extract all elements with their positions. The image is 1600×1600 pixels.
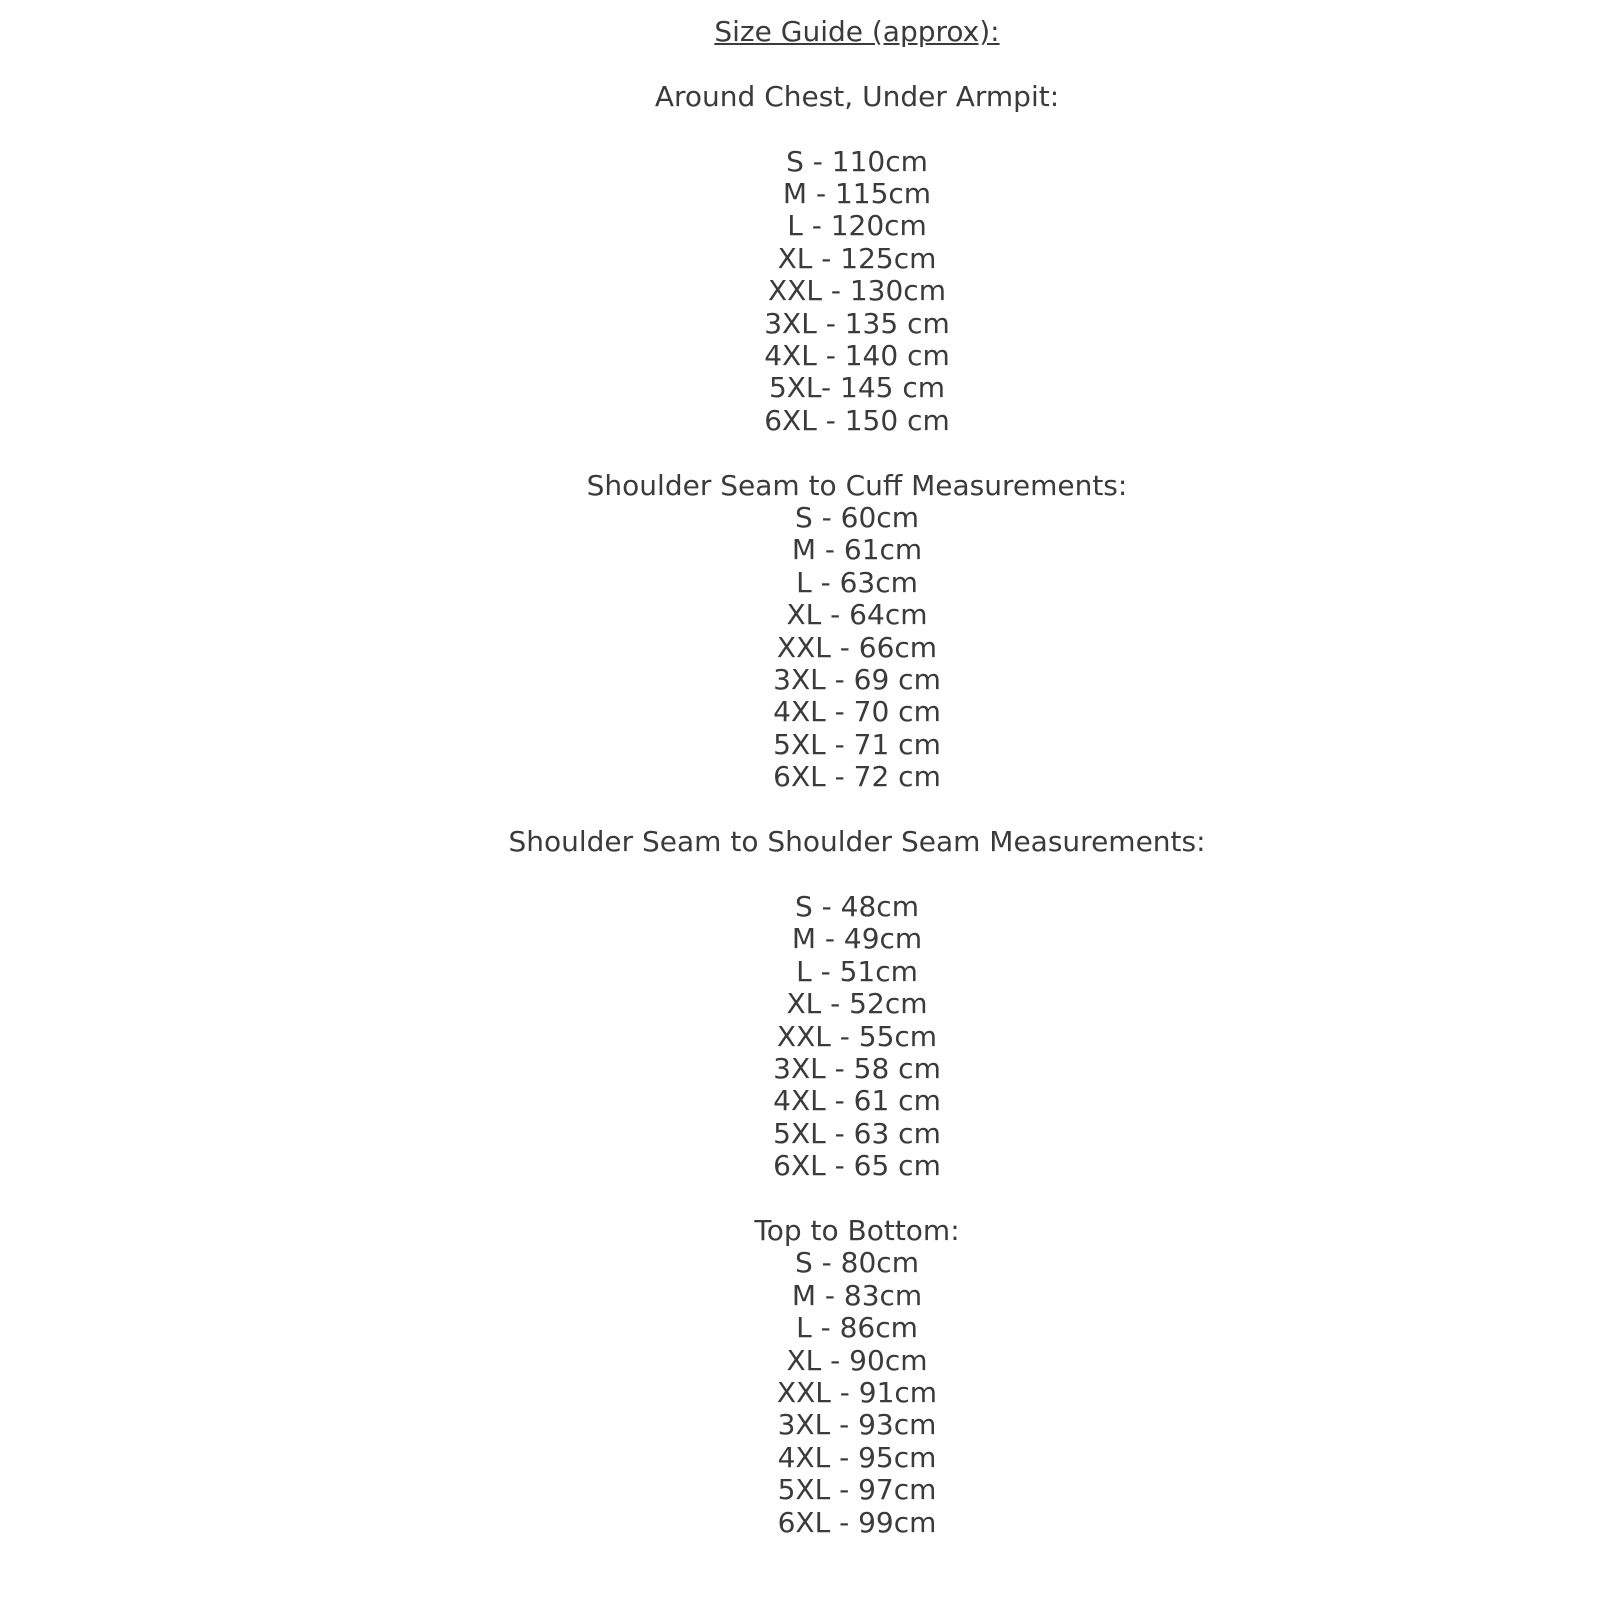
- size-row: S - 60cm: [795, 501, 919, 535]
- size-row: XL - 125cm: [777, 241, 937, 275]
- size-row: XXL - 66cm: [776, 630, 938, 664]
- section-heading-shoulder: Shoulder Seam to Shoulder Seam Measurements:: [508, 825, 1206, 859]
- size-row: XXL - 130cm: [768, 274, 946, 308]
- size-row: XL - 52cm: [786, 987, 928, 1021]
- size-row: 5XL - 63 cm: [773, 1116, 941, 1150]
- size-row: 4XL - 70 cm: [773, 695, 941, 729]
- size-row: L - 63cm: [796, 565, 918, 599]
- size-row: S - 48cm: [795, 889, 919, 923]
- size-row: XL - 64cm: [786, 598, 928, 632]
- size-row: S - 80cm: [795, 1246, 919, 1280]
- size-row: M - 83cm: [791, 1278, 923, 1312]
- size-row: 4XL - 95cm: [777, 1440, 937, 1474]
- size-row: 5XL - 97cm: [777, 1473, 937, 1507]
- size-row: XL - 90cm: [786, 1343, 928, 1377]
- size-row: 6XL - 65 cm: [773, 1149, 941, 1183]
- size-row: S - 110cm: [786, 144, 928, 178]
- size-row: L - 120cm: [787, 209, 927, 243]
- section-heading-chest: Around Chest, Under Armpit:: [654, 79, 1060, 113]
- size-row: 5XL - 71 cm: [773, 727, 941, 761]
- size-row: 3XL - 58 cm: [773, 1051, 941, 1085]
- size-row: 4XL - 140 cm: [764, 339, 950, 373]
- blank-line: [114, 859, 1600, 891]
- size-row: 4XL - 61 cm: [773, 1084, 941, 1118]
- blank-line: [114, 437, 1600, 469]
- size-row: M - 49cm: [791, 922, 923, 956]
- blank-line: [114, 113, 1600, 145]
- size-row: M - 61cm: [791, 533, 923, 567]
- size-row: 3XL - 69 cm: [773, 663, 941, 697]
- blank-line: [114, 48, 1600, 80]
- section-heading-length: Top to Bottom:: [754, 1213, 960, 1247]
- size-row: L - 86cm: [796, 1311, 918, 1345]
- section-heading-cuff: Shoulder Seam to Cuff Measurements:: [586, 468, 1128, 502]
- size-row: 5XL- 145 cm: [768, 371, 946, 405]
- size-row: 6XL - 72 cm: [773, 760, 941, 794]
- size-row: M - 115cm: [782, 177, 932, 210]
- size-row: 3XL - 93cm: [777, 1408, 937, 1442]
- size-row: 6XL - 99cm: [777, 1505, 937, 1539]
- size-row: XXL - 91cm: [776, 1375, 938, 1409]
- blank-line: [114, 1183, 1600, 1215]
- size-row: 6XL - 150 cm: [764, 403, 950, 437]
- size-row: XXL - 55cm: [776, 1019, 938, 1053]
- size-row: 3XL - 135 cm: [764, 306, 950, 340]
- blank-line: [114, 794, 1600, 826]
- size-row: L - 51cm: [796, 954, 918, 988]
- page-title: Size Guide (approx):: [714, 15, 1000, 48]
